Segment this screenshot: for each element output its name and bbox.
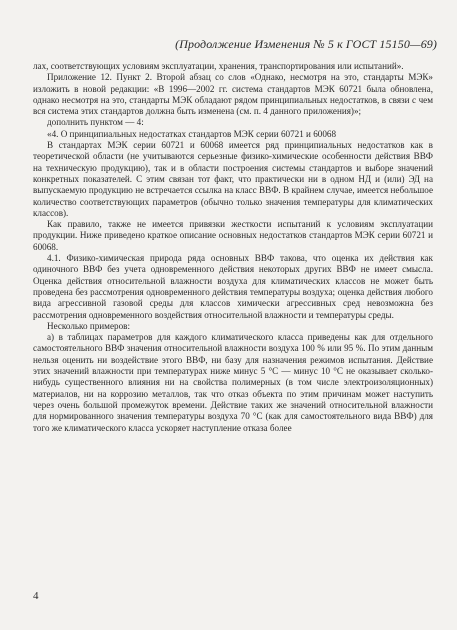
paragraph: 4.1. Физико-химическая природа ряда основных ВВФ такова, что оценка их действия как одиночного ВВФ без учета одновременного действия некоторых других ВВФ не имеет смысла. Оценка действия относительной влажности воздуха для климатических классов не может быть проведена без рассмотрения одновременного действия температуры воздуха; оценка действия любого вида агрессивной газовой среды для классов химически агрессивных сред невозможна без рассмотрения одновременного воздействия относительной влажности и температуры среды.	[33, 253, 433, 320]
page-number: 4	[33, 590, 39, 602]
paragraph: «4. О принципиальных недостатках стандартов МЭК серии 60721 и 60068	[47, 128, 337, 139]
paragraph: дополнить пунктом — 4:	[47, 117, 144, 128]
document-body	[33, 61, 433, 434]
paragraph: лах, соответствующих условиям эксплуатации, хранения, транспортирования или испытаний».	[33, 61, 404, 71]
paragraph: В стандартах МЭК серии 60721 и 60068 имеется ряд принципиальных недостатков как в теоретической области (не учитываются серьезные физико-химические особенности действия ВВФ на техническую продукцию), так и в области построения системы стандартов и выборе значений конкретных показателей. С этим связан тот факт, что практически ни в одном НД и (или) ЭД на выпускаемую продукцию не встречается ссылка на класс ВВФ. В крайнем случае, имеется небольшое количество соответствующих параметров (обычно только значения температуры для климатических классов).	[33, 140, 433, 218]
paragraph: Несколько примеров:	[47, 320, 130, 331]
paragraph: Приложение 12. Пункт 2. Второй абзац со слов «Однако, несмотря на это, стандарты МЭК» изложить в новой редакции: «В 1996—2002 гг. система стандартов МЭК 60721 была обновлена, однако несмотря на это, стандарты МЭК обладают рядом принципиальных недостатков, в связи с чем вся система этих стандартов должна быть изменена (см. п. 4 данного приложения)»;	[33, 72, 433, 117]
paragraph: Как правило, также не имеется привязки жесткости испытаний к условиям эксплуатации продукции. Ниже приведено краткое описание основных недостатков стандартов МЭК серии 60721 и 60068.	[33, 219, 433, 252]
page-header: (Продолжение Изменения № 5 к ГОСТ 15150—69)	[175, 37, 437, 51]
paragraph: а) в таблицах параметров для каждого климатического класса приведены как для отдельного самостоятельного ВВФ значения относительной влажности воздуха 100 % или 95 %. По этим данным нельзя оценить ни воздействие этого ВВФ, ни базу для назначения режимов испытания. Действие этих значений влажности при температурах ниже минус 5 °С — минус 10 °С не оказывает сколько-нибудь существенного влияния ни на свойства полимерных (в том числе электроизоляционных) материалов, ни на коррозию металлов, так что отказ объекта по этим причинам может наступить через очень большой промежуток времени. Действие таких же значений относительной влажности для нормированного значения температуры воздуха 70 °С (как для самостоятельного вида ВВФ) для того же климатического класса ускоряет наступление отказа более	[33, 332, 433, 433]
